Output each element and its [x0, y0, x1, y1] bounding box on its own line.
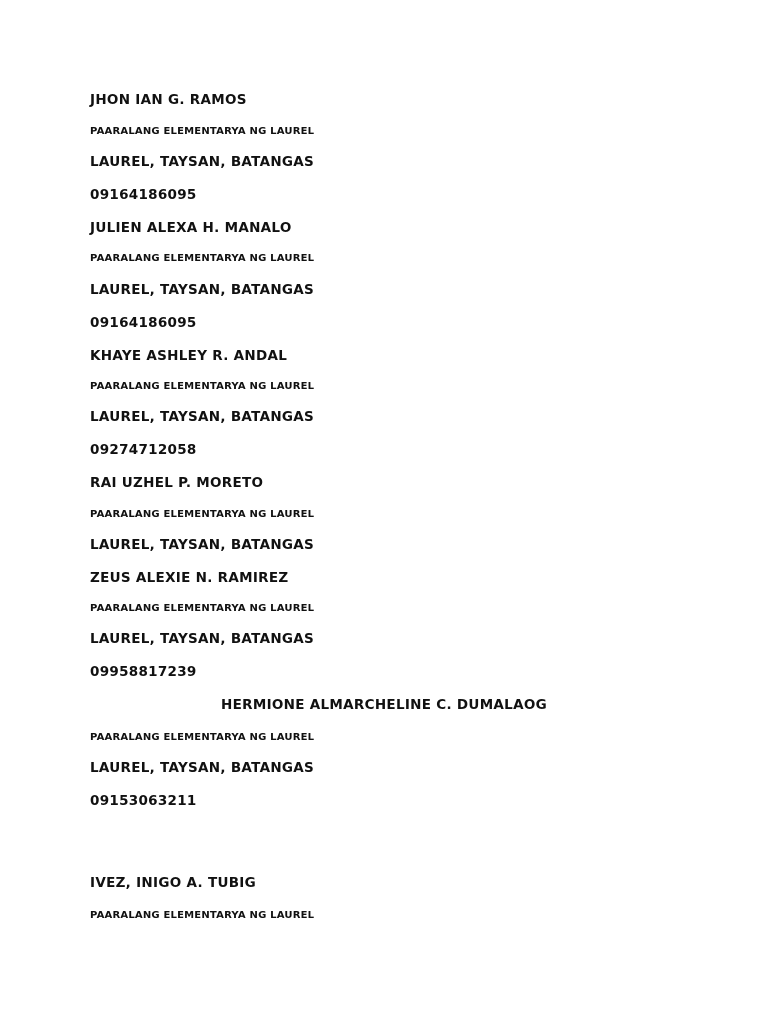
entry-name: JULIEN ALEXA H. MANALO	[90, 220, 292, 236]
entry-phone: 09164186095	[90, 187, 197, 203]
entry-name: IVEZ, INIGO A. TUBIG	[90, 875, 257, 891]
entry-address: LAUREL, TAYSAN, BATANGAS	[90, 409, 315, 425]
entry-name: JHON IAN G. RAMOS	[90, 92, 247, 108]
entry-school: PAARALANG ELEMENTARYA NG LAUREL	[90, 381, 315, 392]
entry-phone: 09164186095	[90, 315, 197, 331]
entry-address: LAUREL, TAYSAN, BATANGAS	[90, 537, 315, 553]
entry-name: HERMIONE ALMARCHELINE C. DUMALAOG	[221, 697, 547, 713]
entry-school: PAARALANG ELEMENTARYA NG LAUREL	[90, 910, 315, 921]
entry-address: LAUREL, TAYSAN, BATANGAS	[90, 760, 315, 776]
entry-school: PAARALANG ELEMENTARYA NG LAUREL	[90, 253, 315, 264]
entry-school: PAARALANG ELEMENTARYA NG LAUREL	[90, 603, 315, 614]
entry-address: LAUREL, TAYSAN, BATANGAS	[90, 282, 315, 298]
entry-name: ZEUS ALEXIE N. RAMIREZ	[90, 570, 289, 586]
entry-phone: 09958817239	[90, 664, 197, 680]
entry-school: PAARALANG ELEMENTARYA NG LAUREL	[90, 126, 315, 137]
entry-name: RAI UZHEL P. MORETO	[90, 475, 264, 491]
entry-phone: 09153063211	[90, 793, 197, 809]
entry-address: LAUREL, TAYSAN, BATANGAS	[90, 154, 315, 170]
entry-phone: 09274712058	[90, 442, 197, 458]
entry-address: LAUREL, TAYSAN, BATANGAS	[90, 631, 315, 647]
entry-name: KHAYE ASHLEY R. ANDAL	[90, 348, 288, 364]
entry-school: PAARALANG ELEMENTARYA NG LAUREL	[90, 509, 315, 520]
entry-school: PAARALANG ELEMENTARYA NG LAUREL	[90, 732, 315, 743]
